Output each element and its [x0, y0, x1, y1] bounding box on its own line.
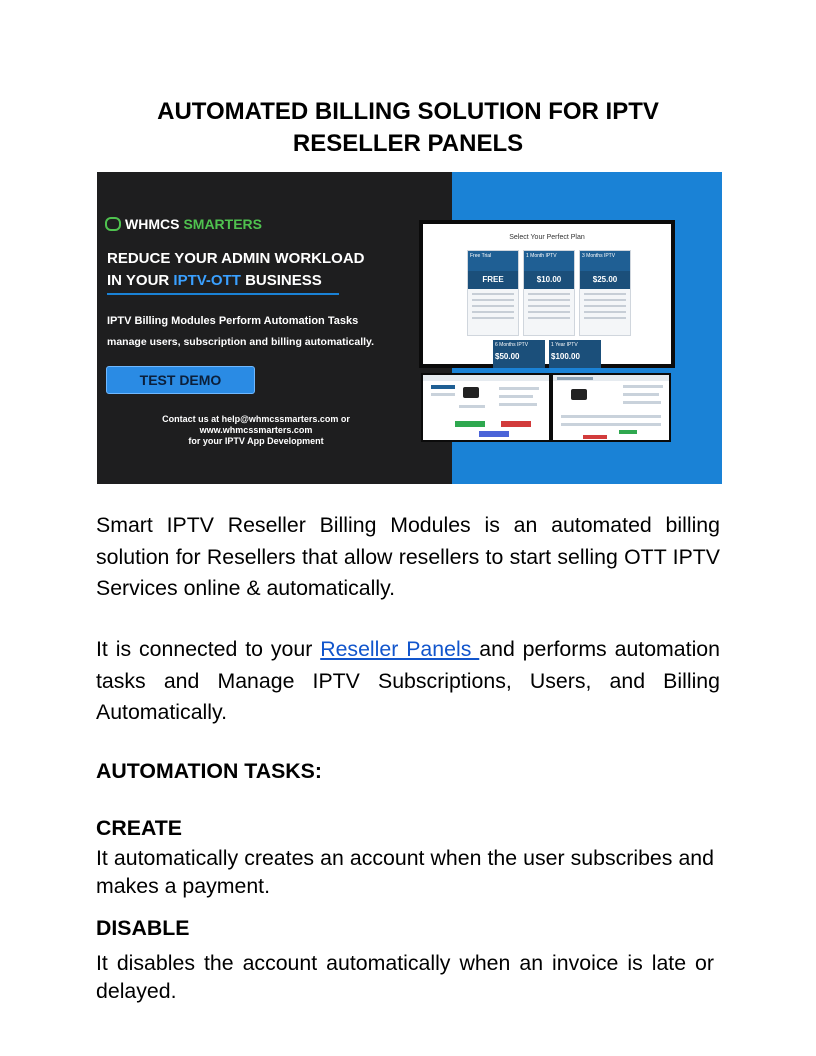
plan-card-bottom	[549, 340, 601, 368]
banner-subtitle-1: IPTV Billing Modules Perform Automation Tasks	[107, 315, 359, 327]
brain-icon	[105, 217, 121, 231]
plan-card	[467, 250, 519, 336]
manage-product-screenshot	[551, 373, 671, 442]
plan-name: 1 Year IPTV	[551, 342, 578, 348]
reseller-panels-link[interactable]: Reseller Panels	[320, 637, 480, 661]
plan-price: $10.00	[524, 271, 574, 289]
para2-text-after: and performs automation tasks and Manage IPTV Subscriptions, Users, and Billing Automatically.	[96, 637, 720, 724]
plan-price: $25.00	[580, 271, 630, 289]
plan-price: $100.00	[551, 352, 580, 361]
promo-banner-image	[97, 172, 722, 484]
test-demo-button[interactable]: TEST DEMO	[106, 366, 255, 394]
headline-highlight: IPTV-OTT	[173, 272, 241, 289]
plan-name: 6 Months IPTV	[495, 342, 529, 348]
banner-headline	[107, 248, 407, 292]
create-text: It automatically creates an account when the user subscribes and makes a payment.	[96, 846, 714, 898]
headline-line-2	[107, 270, 407, 292]
title-line-1: AUTOMATED BILLING SOLUTION FOR IPTV	[157, 98, 659, 125]
brand-part-2: SMARTERS	[183, 216, 262, 232]
disable-text: It disables the account automatically when an invoice is late or delayed.	[96, 951, 714, 1003]
plans-screenshot	[419, 220, 675, 368]
plan-card	[523, 250, 575, 336]
plan-name: 1 Month IPTV	[524, 251, 574, 271]
headline-in-your: IN YOUR	[107, 272, 174, 289]
monitor-icon	[463, 387, 479, 398]
title-line-2: RESELLER PANELS	[292, 130, 524, 157]
contact-line-2: for your IPTV App Development	[188, 436, 324, 446]
brand-part-1: WHMCS	[125, 216, 180, 232]
contact-line-1: Contact us at help@whmcssmarters.com or www.whmcssmarters.com	[162, 414, 350, 435]
headline-line-1: REDUCE YOUR ADMIN WORKLOAD	[107, 250, 365, 267]
banner-subtitle-2: manage users, subscription and billing automatically.	[107, 336, 375, 348]
document-title	[96, 96, 720, 160]
headline-underline	[107, 293, 339, 295]
plan-price: $50.00	[495, 352, 520, 361]
connection-paragraph	[96, 634, 720, 729]
client-area-screenshot	[421, 373, 551, 442]
plan-price: FREE	[468, 271, 518, 289]
intro-paragraph: Smart IPTV Reseller Billing Modules is an automated billing solution for Resellers that allow resellers to start selling OTT IPTV Services online & automatically.	[96, 513, 720, 600]
plan-name: Free Trial	[468, 251, 518, 271]
plans-screen-title: Select Your Perfect Plan	[509, 234, 585, 241]
headline-business: BUSINESS	[240, 272, 322, 289]
plan-name: 3 Months IPTV	[580, 251, 630, 271]
create-heading: CREATE	[96, 816, 182, 840]
monitor-icon	[571, 389, 587, 400]
automation-tasks-heading: AUTOMATION TASKS:	[96, 759, 322, 783]
brand-logo	[105, 216, 262, 232]
para2-text-before: It is connected to your	[96, 637, 321, 661]
plan-card-bottom	[493, 340, 545, 368]
plan-card	[579, 250, 631, 336]
banner-contact	[106, 414, 406, 447]
disable-heading: DISABLE	[96, 916, 190, 940]
